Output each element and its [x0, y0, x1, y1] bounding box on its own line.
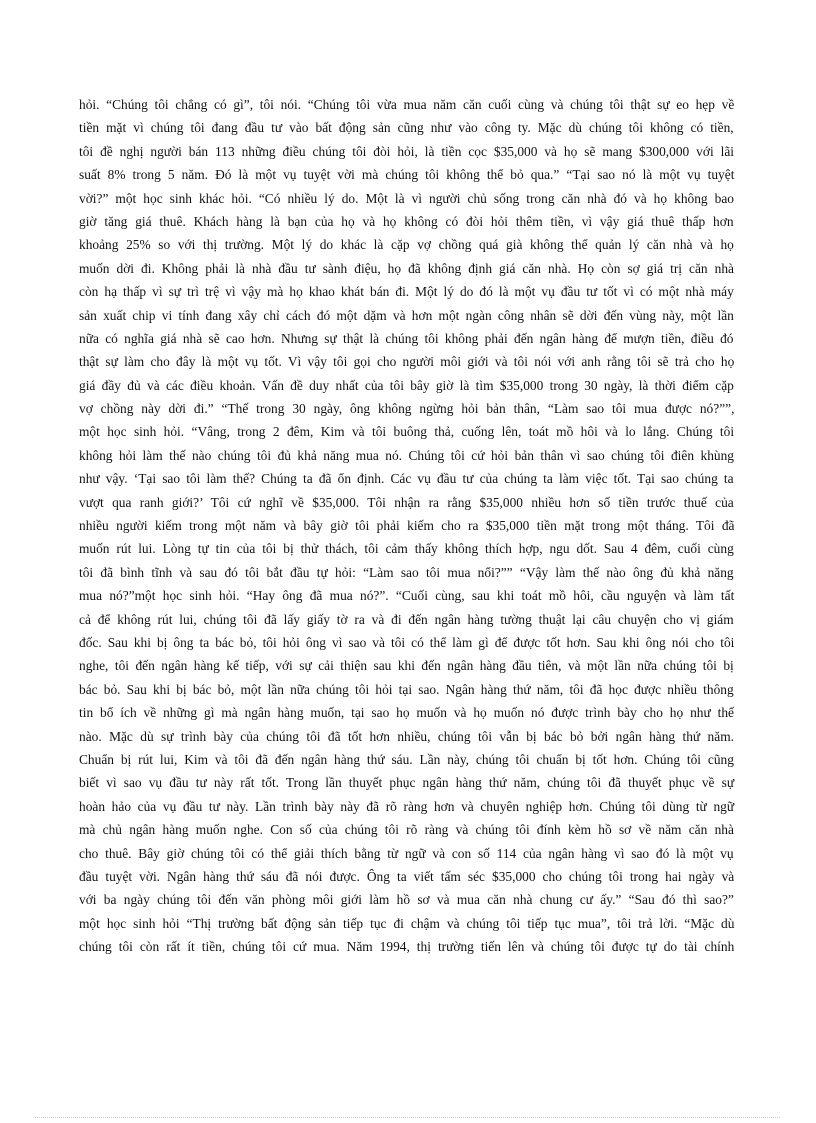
- text-line: vượt qua ranh giới?’ Tôi cứ nghĩ về $35,000. Tôi nhận ra rằng $35,000 nhiều hơn số tiền trước thuế của: [79, 494, 734, 510]
- text-line: sản xuất chip vi tính đang xây chỉ cách đó một dặm và hơn một ngàn công nhân sẽ dời đến vùng này, một lần: [79, 307, 734, 323]
- text-line: hoàn hảo của vụ đầu tư này. Lần trình bày này đã rõ ràng hơn và chuyên nghiệp hơn. Chúng tôi dùng từ ngữ: [79, 798, 735, 814]
- text-line: nghe, tôi đến ngân hàng kế tiếp, với sự cải thiện sau khi đến ngân hàng đầu tiên, và một lần nữa chúng tôi bị: [79, 658, 734, 674]
- text-line: tin bổ ích về những gì mà ngân hàng muốn, tại sao họ muốn và họ muốn nó được trình bày cho họ như thế: [79, 705, 734, 721]
- text-line: hỏi. “Chúng tôi chẳng có gì”, tôi nói. “Chúng tôi vừa mua năm căn cuối cùng và chúng tôi thật sự eo hẹp về: [79, 97, 735, 112]
- body-text: [79, 93, 734, 958]
- text-line: đầu tuyệt vời. Ngân hàng thứ sáu đã nói được. Ông ta viết tấm séc $35,000 cho chúng tôi trong hai ngày và: [79, 868, 735, 884]
- text-line: cho thuê. Bây giờ chúng tôi có thể giải thích bằng từ ngữ và con số 114 của ngân hàng vì sao đó là một vụ: [79, 845, 734, 861]
- text-line: còn hạ thấp vì sự trì trệ vì vậy mà họ khao khát bán đi. Một lý do đó là một vụ đầu tư tốt vì có một nhà máy: [79, 284, 734, 300]
- text-line: giá đầy đủ và các điều khoản. Vấn đề duy nhất của tôi bây giờ là tìm $35,000 trong 30 ngày, là thời điểm cặp: [79, 377, 734, 393]
- text-line: giờ tăng giá thuê. Khách hàng là bạn của họ và họ không có đòi hỏi thêm tiền, vì vậy giá thuê thấp hơn: [79, 213, 734, 229]
- text-line: tôi đề nghị người bán 113 những điều chúng tôi đòi hỏi, là tiền cọc $35,000 và họ sẽ mang $300,000 với lãi: [79, 143, 734, 159]
- text-line: nữa có nghĩa giá nhà sẽ cao hơn. Nhưng sự thật là chúng tôi không phải đến ngân hàng để mượn tiền, điều đó: [79, 330, 734, 346]
- text-line: một học sinh hỏi “Thị trường bất động sản tiếp tục đi chậm và chúng tôi tiếp tục mua”, tôi trả lời. “Mặc dù: [79, 915, 735, 931]
- text-line: với ba ngày chúng tôi đến văn phòng môi giới làm hồ sơ và mua căn nhà chung cư ấy.” “Sau đó thì sao?”: [79, 892, 734, 908]
- text-line: cả để không rút lui, chúng tôi đã lấy giấy tờ ra và đi đến ngân hàng tường thuật lại câu chuyện cho vị giám: [79, 611, 734, 627]
- text-line: như vậy. ‘Tại sao tôi làm thế? Chúng ta đã ổn định. Các vụ đầu tư của chúng ta làm việc tốt. Tại sao chúng ta: [79, 471, 734, 487]
- page-bottom-divider: [35, 1117, 780, 1118]
- text-line: biết vì sao vụ đầu tư này rất tốt. Trong lần thuyết phục ngân hàng thứ năm, chúng tôi đã thuyết phục về sự: [79, 775, 735, 791]
- text-line: một học sinh hỏi. “Vâng, trong 2 đêm, Kim và tôi buông thả, cuống lên, toát mồ hôi và lo lắng. Chúng tôi: [79, 424, 735, 440]
- text-line: khoảng 25% so với thị trường. Một lý do khác là cặp vợ chồng quá già không thể quản lý căn nhà và họ: [79, 237, 734, 253]
- text-line: tiền mặt vì chúng tôi đang đầu tư vào bất động sản cũng như vào công ty. Mặc dù chúng tôi không có tiền,: [79, 120, 734, 136]
- text-line: vời?” một học sinh khác hỏi. “Có nhiều lý do. Một là vì người chủ sống trong căn nhà đó và họ không bao: [79, 190, 734, 206]
- text-line: bác bỏ. Sau khi bị bác bỏ, một lần nữa chúng tôi hỏi tại sao. Ngân hàng thứ năm, tôi đã học được nhiều thông: [79, 681, 734, 697]
- text-line: không hỏi làm thế nào chúng tôi đủ khả năng mua nó. Chúng tôi cứ hỏi bản thân vì sao chúng tôi điên khùng: [79, 447, 734, 463]
- text-line: đốc. Sau khi bị ông ta bác bỏ, tôi hỏi ông vì sao và tôi có thể làm gì để được tốt hơn. Sau khi ông nói cho tôi: [79, 634, 735, 650]
- text-line: nhiều người kiếm trong một năm và bây giờ tôi phải kiếm cho ra $35,000 tiền mặt trong một tháng. Tôi đã: [79, 518, 735, 534]
- text-line: thật sự làm cho đây là một vụ tốt. Vì vậy tôi gọi cho người môi giới và tôi nói với anh rằng tôi sẽ trả cho họ: [79, 354, 735, 370]
- text-line: mà chủ ngân hàng muốn nghe. Con số của chúng tôi rõ ràng và chúng tôi đính kèm hồ sơ về năm căn nhà: [79, 822, 734, 838]
- text-line: vợ chồng này dời đi.” “Thế trong 30 ngày, ông không ngừng hỏi bản thân, “Làm sao tôi mua được nó?””,: [79, 401, 735, 417]
- text-line: mua nó?”một học sinh hỏi. “Hay ông đã mua nó?”. “Cuối cùng, sau khi toát mồ hôi, cầu nguyện và làm tất: [79, 588, 735, 604]
- text-line: chúng tôi còn rất ít tiền, chúng tôi cứ mua. Năm 1994, thị trường tiến lên và chúng tôi được tự do tài chính: [79, 939, 735, 955]
- text-line: nào. Mặc dù sự trình bày của chúng tôi đã tốt hơn nhiều, chúng tôi vẫn bị bác bỏ bởi ngân hàng thứ năm.: [79, 728, 734, 744]
- text-line: Chuẩn bị rút lui, Kim và tôi đã đến ngân hàng thứ sáu. Lần này, chúng tôi chuẩn bị tốt hơn. Chúng tôi cũng: [79, 751, 734, 767]
- text-line: muốn dời đi. Không phải là nhà đầu tư sành điệu, họ đã không định giá căn nhà. Họ còn sợ giá trị căn nhà: [79, 260, 734, 276]
- text-line: tôi đã bình tĩnh và sau đó tôi bắt đầu tự hỏi: “Làm sao tôi mua nổi?”” “Vậy làm thế nào ông đủ khả năng: [79, 564, 734, 580]
- text-line: suất 8% trong 5 năm. Đó là một vụ tuyệt vời mà chúng tôi không thể bỏ qua.” “Tại sao nó là một vụ tuyệt: [79, 167, 735, 183]
- text-line: muốn rút lui. Lòng tự tin của tôi bị thử thách, tôi cảm thấy không thích hợp, ngu dốt. Sau 4 đêm, cuối cùng: [79, 541, 734, 557]
